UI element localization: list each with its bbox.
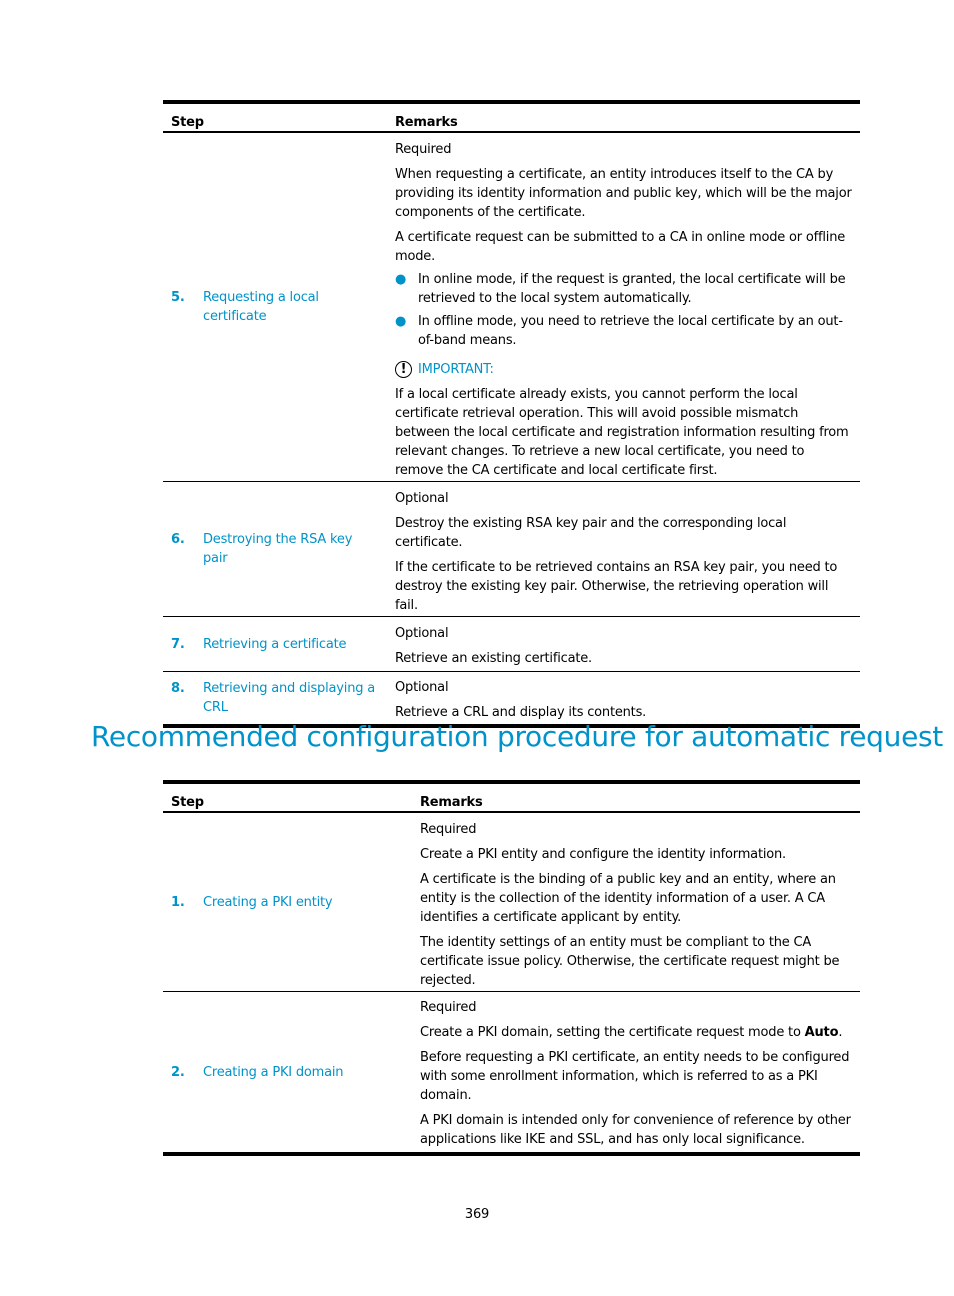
bullet-list bbox=[395, 266, 852, 350]
remark-text: Optional bbox=[395, 491, 449, 506]
table-row bbox=[163, 132, 860, 482]
table-row bbox=[163, 992, 860, 1155]
mode-value-auto: Auto bbox=[804, 1025, 839, 1040]
step-number: 1. bbox=[171, 894, 185, 910]
steps-table-automatic bbox=[163, 780, 860, 1156]
remark-text: Create a PKI domain, setting the certificate request mode to Auto. bbox=[420, 1025, 843, 1040]
remark-text: Required bbox=[420, 822, 477, 837]
remark-text: A PKI domain is intended only for convenience of reference by other applications like IKE and SSL, and has only local significance. bbox=[420, 1113, 851, 1147]
step-link-creating-pki-entity[interactable]: Creating a PKI entity bbox=[203, 894, 333, 910]
step-link-retrieving-displaying-crl[interactable]: Retrieving and displaying a CRL bbox=[203, 681, 375, 715]
step-number: 2. bbox=[171, 1064, 185, 1080]
page-number: 369 bbox=[464, 1207, 490, 1222]
table-row bbox=[163, 812, 860, 992]
remark-text: Optional bbox=[395, 680, 449, 695]
table-row bbox=[163, 672, 860, 727]
remark-text: Before requesting a PKI certificate, an entity needs to be configured with some enrollment information, which is referred to as a PKI domain. bbox=[420, 1050, 850, 1103]
table-row bbox=[163, 482, 860, 617]
step-link-requesting-local-certificate[interactable]: Requesting a local certificate bbox=[203, 290, 319, 324]
column-header-step: Step bbox=[163, 782, 412, 812]
exclamation-circle-icon: ! bbox=[395, 361, 412, 378]
column-header-remarks: Remarks bbox=[387, 102, 860, 132]
remark-text: Required bbox=[420, 1000, 477, 1015]
step-link-creating-pki-domain[interactable]: Creating a PKI domain bbox=[203, 1064, 344, 1080]
column-header-remarks: Remarks bbox=[412, 782, 860, 812]
table-row bbox=[163, 617, 860, 672]
list-item: ● In offline mode, you need to retrieve the local certificate by an out-of-band means. bbox=[395, 314, 843, 348]
remark-text: Create a PKI entity and configure the identity information. bbox=[420, 847, 786, 862]
step-number: 7. bbox=[171, 636, 185, 652]
remark-text: Required bbox=[395, 142, 452, 157]
remark-text: Optional bbox=[395, 626, 449, 641]
section-heading: Recommended configuration procedure for automatic request bbox=[91, 720, 943, 753]
step-link-destroying-rsa-key-pair[interactable]: Destroying the RSA key pair bbox=[203, 532, 353, 566]
step-link-retrieving-certificate[interactable]: Retrieving a certificate bbox=[203, 636, 347, 652]
important-label: IMPORTANT: bbox=[418, 362, 494, 377]
bullet-dot-icon: ● bbox=[395, 272, 407, 287]
bullet-dot-icon: ● bbox=[395, 314, 407, 329]
remark-text: A certificate request can be submitted to a CA in online mode or offline mode. bbox=[395, 230, 846, 264]
remark-text: A certificate is the binding of a public key and an entity, where an entity is the collection of the identity information of a user. A CA identifies a certificate applicant by entity. bbox=[420, 872, 836, 925]
remark-text: When requesting a certificate, an entity introduces itself to the CA by providing its identity information and public key, which will be the major components of the certificate. bbox=[395, 167, 852, 220]
remark-text: The identity settings of an entity must be compliant to the CA certificate issue policy. Otherwise, the certificate request might be rejected. bbox=[420, 935, 840, 988]
remark-text: If a local certificate already exists, you cannot perform the local certificate retrieval operation. This will avoid possible mismatch between the local certificate and registration information resulting from relevant changes. To retrieve a new local certificate, you need to remove the CA certificate and local certificate first. bbox=[395, 387, 849, 478]
remark-text: Destroy the existing RSA key pair and the corresponding local certificate. bbox=[395, 516, 787, 550]
list-item: ● In online mode, if the request is granted, the local certificate will be retrieved to the local system automatically. bbox=[395, 272, 846, 306]
remark-text: Retrieve a CRL and display its contents. bbox=[395, 705, 647, 720]
important-notice bbox=[395, 354, 852, 379]
column-header-step: Step bbox=[163, 102, 387, 132]
remark-text: If the certificate to be retrieved contains an RSA key pair, you need to destroy the existing key pair. Otherwise, the retrieving operation will fail. bbox=[395, 560, 838, 613]
step-number: 6. bbox=[171, 532, 185, 547]
step-number: 5. bbox=[171, 290, 185, 305]
steps-table-manual bbox=[163, 100, 860, 728]
step-number: 8. bbox=[171, 681, 185, 696]
remark-text: Retrieve an existing certificate. bbox=[395, 651, 592, 666]
